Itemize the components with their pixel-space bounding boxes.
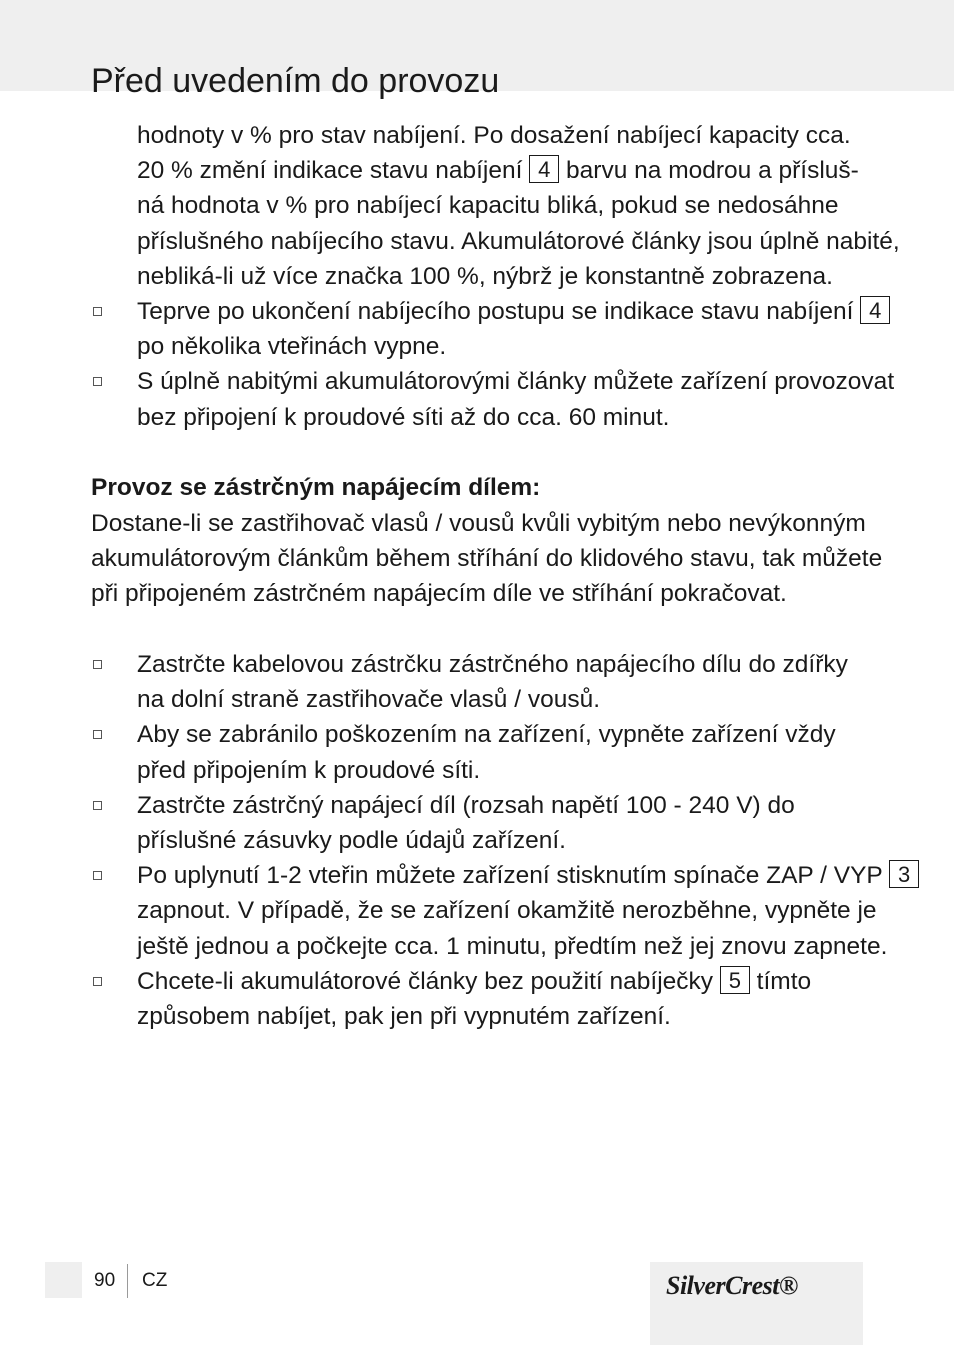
bullet-text: příslušné zásuvky podle údajů zařízení. [137, 827, 566, 855]
bullet-text: Chcete-li akumulátorové články bez použití nabíječky [137, 967, 714, 995]
paragraph-text: 20 % změní indikace stavu nabíjení [137, 157, 523, 185]
reference-number: 5 [720, 966, 750, 994]
bullet-text: způsobem nabíjet, pak jen při vypnutém zařízení. [137, 1003, 671, 1031]
checkbox-bullet-icon [93, 377, 102, 386]
footer-divider [127, 1264, 128, 1298]
section-heading: Provoz se zástrčným napájecím dílem: [91, 474, 541, 501]
paragraph-line: při připojeném zástrčném napájecím díle ve stříhání pokračovat. [91, 580, 787, 608]
bullet-text: tímto [756, 967, 812, 995]
bullet-text: po několika vteřinách vypne. [137, 333, 447, 361]
bullet-text: zapnout. V případě, že se zařízení okamžitě nerozběhne, vypněte je [137, 897, 877, 925]
reference-number: 3 [889, 860, 919, 888]
bullet-list-top [91, 294, 895, 435]
paragraph-line: Dostane-li se zastřihovač vlasů / vousů kvůli vybitým nebo nevýkonným [91, 510, 866, 537]
bullet-text: na dolní straně zastřihovače vlasů / vousů. [137, 686, 601, 714]
bullet-text: Zastrčte kabelovou zástrčku zástrčného napájecího dílu do zdířky [137, 651, 848, 678]
bullet-text: Aby se zabránilo poškozením na zařízení, vypněte zařízení vždy [137, 721, 836, 749]
bullet-text: S úplně nabitými akumulátorovými články můžete zařízení provozovat [137, 368, 895, 396]
list-item [91, 717, 881, 787]
paragraph-line: nebliká-li už více značka 100 %, nýbrž je konstantně zobrazena. [137, 262, 833, 290]
section-intro [91, 506, 881, 612]
paragraph-line: akumulátorovým článkům během stříhání do klidového stavu, tak můžete [91, 545, 883, 573]
list-item [91, 858, 911, 964]
checkbox-bullet-icon [93, 871, 102, 880]
paragraph-line: hodnoty v % pro stav nabíjení. Po dosažení nabíjecí kapacity cca. [137, 122, 851, 149]
paragraph-line [137, 153, 927, 188]
paragraph-line: ná hodnota v % pro nabíjecí kapacitu bliká, pokud se nedosáhne [137, 192, 839, 220]
reference-number: 4 [860, 296, 890, 324]
page-number: 90 [94, 1270, 116, 1291]
footer-marker [45, 1262, 82, 1298]
checkbox-bullet-icon [93, 977, 102, 986]
list-item [91, 364, 895, 434]
paragraph-text: barvu na modrou a přísluš- [566, 157, 859, 185]
bullet-text: Teprve po ukončení nabíjecího postupu se indikace stavu nabíjení [137, 298, 854, 325]
continued-paragraph [91, 118, 927, 294]
list-item [91, 964, 881, 1034]
checkbox-bullet-icon [93, 307, 102, 316]
bullet-text: Zastrčte zástrčný napájecí díl (rozsah napětí 100 - 240 V) do [137, 791, 795, 819]
paragraph-line: příslušného nabíjecího stavu. Akumulátorové články jsou úplně nabité, [137, 227, 900, 255]
reference-number: 4 [529, 155, 559, 183]
brand-logo: SilverCrest® [666, 1271, 798, 1300]
bullet-text: před připojením k proudové síti. [137, 756, 481, 784]
page-title: Před uvedením do provozu [91, 61, 500, 100]
list-item [91, 788, 881, 858]
checkbox-bullet-icon [93, 730, 102, 739]
list-item [91, 294, 881, 364]
list-item [91, 647, 881, 717]
language-code: CZ [142, 1270, 168, 1291]
bullet-list-bottom [91, 647, 911, 1034]
bullet-text: ještě jednou a počkejte cca. 1 minutu, předtím než jej znovu zapnete. [137, 932, 888, 960]
checkbox-bullet-icon [93, 660, 102, 669]
checkbox-bullet-icon [93, 801, 102, 810]
bullet-text: Po uplynutí 1-2 vteřin můžete zařízení stisknutím spínače ZAP / VYP [137, 862, 883, 890]
bullet-text: bez připojení k proudové síti až do cca. 60 minut. [137, 403, 670, 431]
